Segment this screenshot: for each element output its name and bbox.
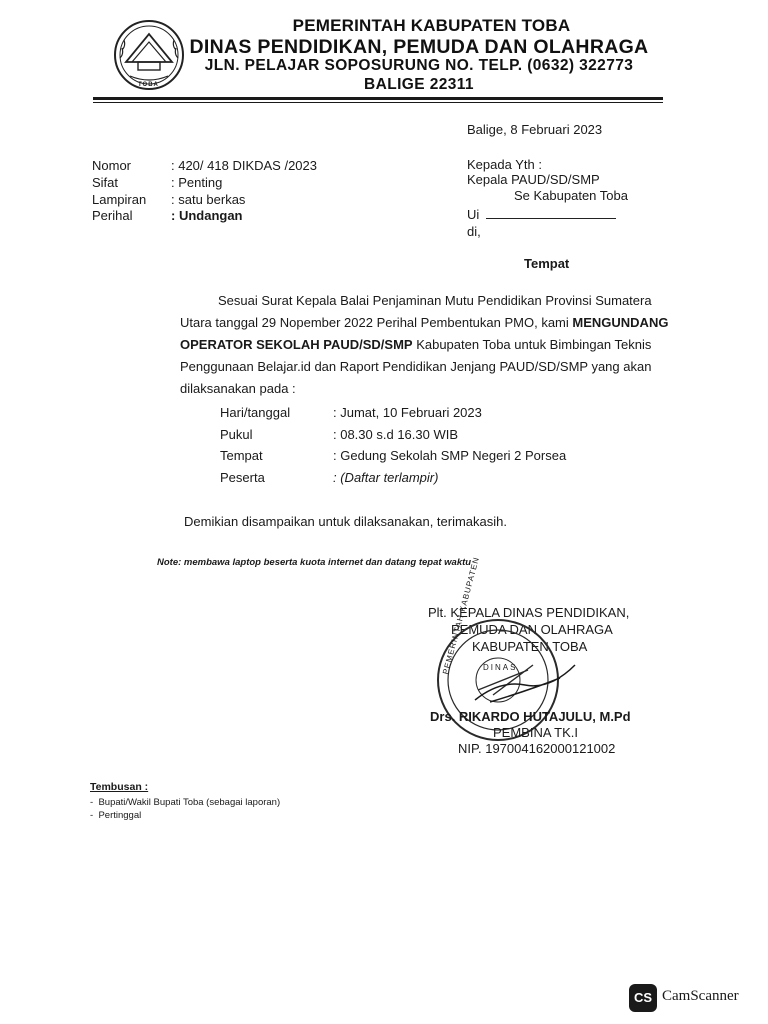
recipient-blank-line (486, 218, 616, 219)
camscanner-logo: CS (629, 984, 657, 1012)
body-line-2: Utara tanggal 29 Nopember 2022 Perihal Pembentukan PMO, kami MENGUNDANG (180, 315, 669, 330)
schedule-label-time: Pukul (220, 427, 253, 442)
signer-title-3: KABUPATEN TOBA (472, 639, 588, 654)
body-line-3: OPERATOR SEKOLAH PAUD/SD/SMP Kabupaten Toba untuk Bimbingan Teknis (180, 337, 652, 352)
schedule-value-day: : Jumat, 10 Februari 2023 (333, 405, 482, 420)
meta-label-perihal: Perihal (92, 208, 133, 223)
schedule-label-place: Tempat (220, 448, 263, 463)
signature-scribble (470, 660, 580, 710)
recipient-region: Se Kabupaten Toba (514, 188, 628, 203)
letterhead-divider-thin (93, 102, 663, 103)
letterhead-address: JLN. PELAJAR SOPOSURUNG NO. TELP. (0632) 322773 (204, 57, 634, 74)
stamp-center-text: DINAS (483, 663, 518, 672)
letterhead-department: DINAS PENDIDIKAN, PEMUDA DAN OLAHRAGA (189, 36, 649, 58)
schedule-value-place: : Gedung Sekolah SMP Negeri 2 Porsea (333, 448, 567, 463)
schedule-label-day: Hari/tanggal (220, 405, 291, 420)
meta-value-nomor: : 420/ 418 DIKDAS /2023 (171, 158, 317, 173)
recipient-ui: Ui (467, 207, 480, 222)
stamp-ring-text: PEMERINTAH KABUPATEN (441, 555, 482, 676)
letter-date: Balige, 8 Februari 2023 (467, 122, 603, 137)
schedule-value-participants: : (Daftar terlampir) (333, 470, 439, 485)
logo-caption: TOBA (138, 82, 159, 88)
signer-title-1: Plt. KEPALA DINAS PENDIDIKAN, (428, 605, 630, 620)
letterhead-government: PEMERINTAH KABUPATEN TOBA (292, 16, 571, 35)
schedule-value-time: : 08.30 s.d 16.30 WIB (333, 427, 459, 442)
meta-value-perihal: : Undangan (171, 208, 243, 223)
signer-name: Drs. RIKARDO HUTAJULU, M.Pd (430, 709, 631, 724)
recipient-place: Tempat (524, 256, 570, 271)
letter-body (180, 290, 690, 400)
schedule-label-participants: Peserta (220, 470, 265, 485)
copies-title: Tembusan : (90, 781, 149, 793)
body-line-4: Penggunaan Belajar.id dan Raport Pendidikan Jenjang PAUD/SD/SMP yang akan (180, 359, 652, 374)
note-text: Note: membawa laptop beserta kuota internet dan datang tepat waktu (157, 557, 472, 568)
copies-item: - Bupati/Wakil Bupati Toba (sebagai laporan) (90, 797, 281, 808)
meta-label-sifat: Sifat (92, 175, 119, 190)
recipient-greeting: Kepada Yth : (467, 157, 542, 172)
signer-title-2: PEMUDA DAN OLAHRAGA (451, 622, 613, 637)
meta-label-lampiran: Lampiran (92, 192, 147, 207)
closing-sentence: Demikian disampaikan untuk dilaksanakan, terimakasih. (184, 514, 507, 529)
body-line-5: dilaksanakan pada : (180, 381, 296, 396)
signer-rank: PEMBINA TK.I (493, 725, 579, 740)
signer-nip: NIP. 197004162000121002 (458, 741, 616, 756)
recipient-di: di, (467, 224, 481, 239)
letterhead-divider-thick (93, 97, 663, 100)
body-line-1: Sesuai Surat Kepala Balai Penjaminan Mutu Pendidikan Provinsi Sumatera (218, 293, 652, 308)
meta-value-lampiran: : satu berkas (171, 192, 246, 207)
meta-value-sifat: : Penting (171, 175, 223, 190)
copies-item: - Pertinggal (90, 810, 142, 821)
letterhead-city: BALIGE 22311 (364, 76, 474, 93)
recipient-title: Kepala PAUD/SD/SMP (467, 172, 600, 187)
meta-label-nomor: Nomor (92, 158, 132, 173)
camscanner-wordmark: CamScanner (662, 988, 739, 1004)
